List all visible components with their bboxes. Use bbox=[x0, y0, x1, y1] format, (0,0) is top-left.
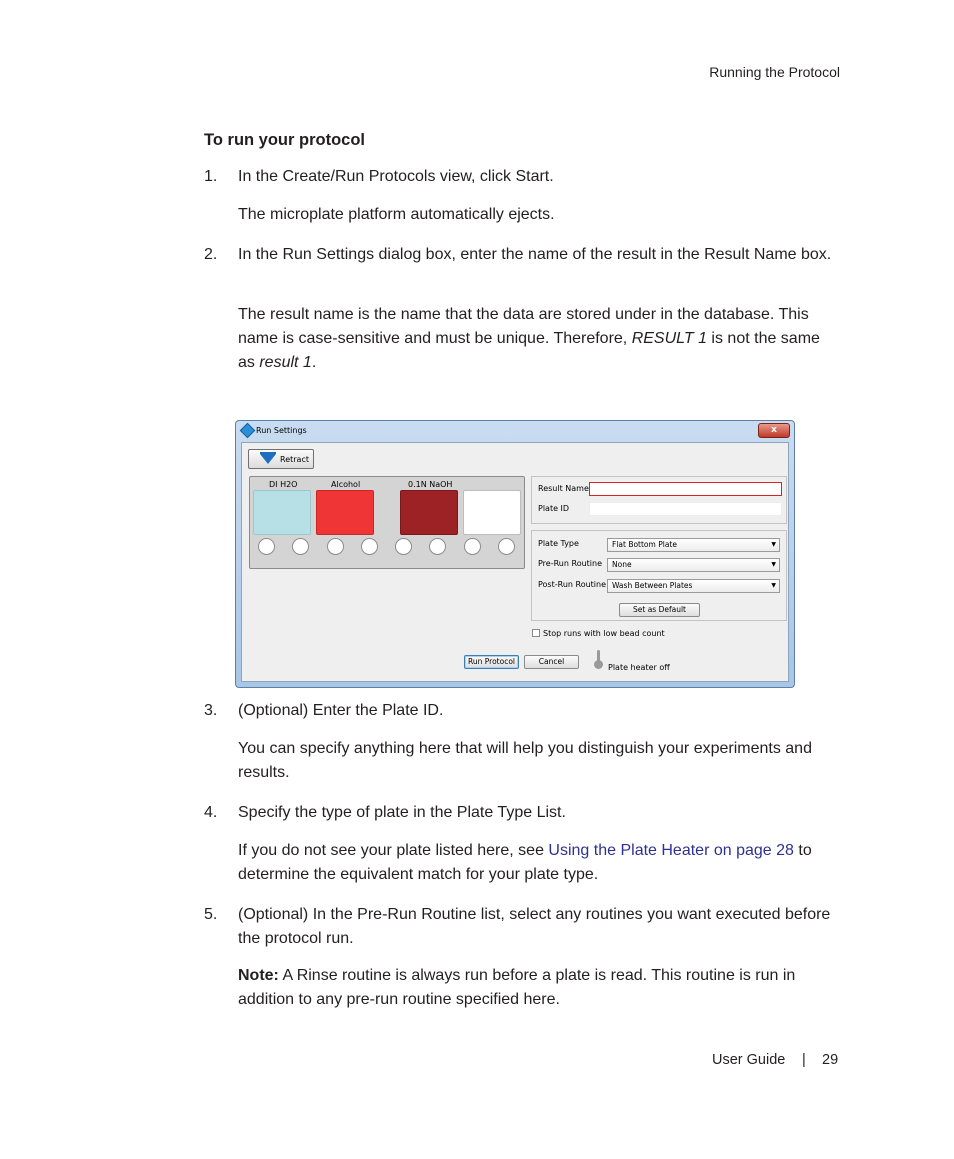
plate-well[interactable] bbox=[361, 538, 378, 555]
step-3-number: 3. bbox=[204, 702, 218, 719]
dialog-client-area bbox=[241, 442, 789, 682]
plate-type-value: Flat Bottom Plate bbox=[612, 540, 677, 549]
plate-well[interactable] bbox=[429, 538, 446, 555]
post-run-label: Post-Run Routine bbox=[538, 580, 607, 589]
footer-guide-title: User Guide bbox=[712, 1052, 786, 1068]
pre-run-label: Pre-Run Routine bbox=[538, 559, 603, 568]
dialog-title: Run Settings bbox=[256, 426, 307, 435]
plate-well[interactable] bbox=[327, 538, 344, 555]
thermometer-bulb-icon bbox=[594, 660, 603, 669]
step-4-detail-part2: to determine the equivalent match for your plate type. bbox=[238, 842, 812, 883]
plate-well[interactable] bbox=[464, 538, 481, 555]
stop-runs-label: Stop runs with low bead count bbox=[543, 629, 665, 638]
reagent-reservoir-empty[interactable] bbox=[463, 490, 521, 535]
step-1-text: In the Create/Run Protocols view, click Start. bbox=[238, 168, 554, 185]
page-number: 29 bbox=[822, 1052, 839, 1068]
result-group bbox=[531, 476, 787, 524]
footer-separator: | bbox=[802, 1052, 806, 1068]
step-2-text: In the Run Settings dialog box, enter the name of the result in the Result Name box. bbox=[238, 246, 832, 263]
retract-button[interactable] bbox=[248, 449, 314, 469]
post-run-value: Wash Between Plates bbox=[612, 581, 693, 590]
step-3-detail: You can specify anything here that will help you distinguish your experiments and results. bbox=[238, 740, 812, 781]
plate-type-label: Plate Type bbox=[538, 539, 579, 548]
run-settings-dialog bbox=[235, 420, 795, 688]
step-2-detail bbox=[238, 303, 828, 375]
plate-well[interactable] bbox=[258, 538, 275, 555]
eject-icon bbox=[260, 454, 276, 464]
note-label: Note: bbox=[238, 967, 279, 984]
step-5-text: (Optional) In the Pre-Run Routine list, select any routines you want executed before the protocol run. bbox=[238, 906, 831, 947]
retract-label: Retract bbox=[280, 455, 309, 464]
reagent-label-naoh: 0.1N NaOH bbox=[408, 480, 453, 489]
step-2-detail-part3: . bbox=[311, 354, 317, 371]
reagent-label-di-h2o: DI H2O bbox=[269, 480, 298, 489]
stop-runs-checkbox[interactable] bbox=[532, 629, 540, 637]
note-text: A Rinse routine is always run before a plate is read. This routine is run in addition to any pre-run routine specified here. bbox=[238, 967, 796, 1008]
plate-well[interactable] bbox=[498, 538, 515, 555]
step-1-detail: The microplate platform automatically ejects. bbox=[238, 206, 555, 223]
routine-group bbox=[531, 530, 787, 621]
close-button[interactable]: x bbox=[758, 423, 790, 438]
step-2-detail-emphasis-1: RESULT 1 bbox=[631, 330, 707, 347]
reagent-reservoir-di-h2o[interactable] bbox=[253, 490, 311, 535]
plate-well[interactable] bbox=[292, 538, 309, 555]
dialog-titlebar bbox=[236, 421, 794, 441]
pre-run-select[interactable] bbox=[607, 558, 780, 572]
section-title: To run your protocol bbox=[204, 131, 366, 149]
reagent-reservoir-alcohol[interactable] bbox=[316, 490, 374, 535]
plate-panel bbox=[249, 476, 525, 569]
chevron-down-icon: ▼ bbox=[771, 541, 776, 548]
step-2-number: 2. bbox=[204, 246, 218, 263]
plate-id-label: Plate ID bbox=[538, 504, 570, 513]
app-icon bbox=[240, 423, 256, 439]
step-2-detail-part1: The result name is the name that the data are stored under in the database. This name is case-sensitive and must be unique. Therefore, bbox=[238, 306, 809, 347]
plate-id-input[interactable] bbox=[589, 502, 782, 516]
set-as-default-button[interactable]: Set as Default bbox=[619, 603, 700, 617]
post-run-select[interactable] bbox=[607, 579, 780, 593]
step-4-detail bbox=[238, 839, 840, 887]
cancel-button[interactable]: Cancel bbox=[524, 655, 579, 669]
plate-type-select[interactable] bbox=[607, 538, 780, 552]
step-4-number: 4. bbox=[204, 804, 218, 821]
step-2-detail-part2: is not the same as bbox=[238, 330, 820, 371]
step-1-number: 1. bbox=[204, 168, 218, 185]
chevron-down-icon: ▼ bbox=[771, 561, 776, 568]
reagent-label-alcohol: Alcohol bbox=[331, 480, 361, 489]
step-4-detail-part1: If you do not see your plate listed here, see bbox=[238, 842, 549, 859]
reagent-reservoir-naoh[interactable] bbox=[400, 490, 458, 535]
step-5-note bbox=[238, 964, 798, 1012]
run-protocol-button[interactable]: Run Protocol bbox=[464, 655, 519, 669]
pre-run-value: None bbox=[612, 560, 632, 569]
running-header: Running the Protocol bbox=[709, 64, 840, 80]
step-5-number: 5. bbox=[204, 906, 218, 923]
step-3-text: (Optional) Enter the Plate ID. bbox=[238, 702, 444, 719]
heater-status: Plate heater off bbox=[608, 663, 670, 672]
step-2-detail-emphasis-2: result 1 bbox=[259, 354, 312, 371]
chevron-down-icon: ▼ bbox=[771, 582, 776, 589]
result-name-label: Result Name bbox=[538, 484, 589, 493]
step-4-text: Specify the type of plate in the Plate Type List. bbox=[238, 804, 566, 821]
result-name-input[interactable] bbox=[589, 482, 782, 496]
plate-well[interactable] bbox=[395, 538, 412, 555]
plate-heater-link[interactable]: Using the Plate Heater on page 28 bbox=[548, 842, 794, 859]
